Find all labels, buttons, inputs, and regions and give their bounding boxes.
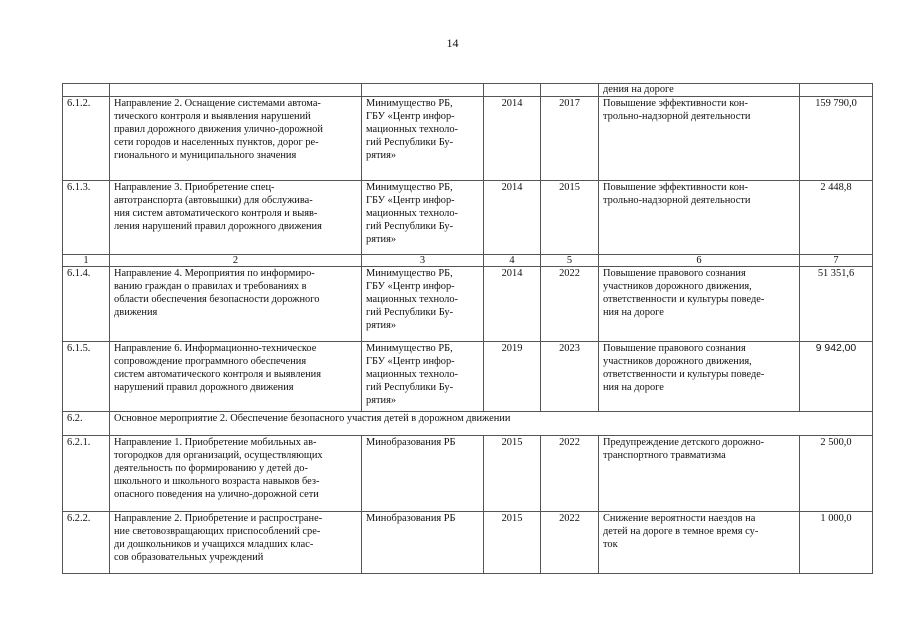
row-executor: Минобразования РБ [362, 436, 484, 512]
row-effect: Повышение правового сознания участников дорожного движения, ответственности и культуры поведе- ния на дороге [599, 267, 800, 342]
table-row [63, 512, 873, 574]
row-end-year: 2022 [541, 267, 599, 342]
row-start-year: 2014 [484, 181, 541, 255]
column-number: 4 [484, 255, 541, 267]
section-title: Основное мероприятие 2. Обеспечение безопасного участия детей в дорожном движении [110, 412, 873, 436]
row-start-year: 2014 [484, 97, 541, 181]
row-executor: Минимущество РБ, ГБУ «Центр инфор- мационных техноло- гий Республики Бу- рятия» [362, 97, 484, 181]
row-number: 6.1.2. [63, 97, 110, 181]
column-number: 2 [110, 255, 362, 267]
row-sum: 159 790,0 [800, 97, 873, 181]
row-end-year: 2017 [541, 97, 599, 181]
row-number: 6.1.5. [63, 342, 110, 412]
cell-start [484, 84, 541, 97]
section-number: 6.2. [63, 412, 110, 436]
row-start-year: 2015 [484, 436, 541, 512]
row-sum: 9 942,00 [800, 342, 873, 412]
row-number: 6.1.4. [63, 267, 110, 342]
table-row [63, 342, 873, 412]
row-name: Направление 3. Приобретение спец- автотранспорта (автовышки) для обслужива- ния систем автоматического контроля и выяв- ления нарушений правил дорожного движения [110, 181, 362, 255]
row-effect: Повышение эффективности кон- трольно-надзорной деятельности [599, 97, 800, 181]
row-name: Направление 4. Мероприятия по информиро- ванию граждан о правилах и требованиях в области обеспечения безопасности дорожного движения [110, 267, 362, 342]
row-end-year: 2023 [541, 342, 599, 412]
row-name: Направление 1. Приобретение мобильных ав- тогородков для организаций, осуществляющих деятельность по формированию у детей до- школьного и школьного возраста навыков без- опасного поведения на улично-дорожной сети [110, 436, 362, 512]
row-executor: Минимущество РБ, ГБУ «Центр инфор- мационных техноло- гий Республики Бу- рятия» [362, 342, 484, 412]
row-number: 6.2.2. [63, 512, 110, 574]
row-start-year: 2015 [484, 512, 541, 574]
row-sum: 1 000,0 [800, 512, 873, 574]
table-row [63, 181, 873, 255]
cell-name [110, 84, 362, 97]
row-start-year: 2014 [484, 267, 541, 342]
row-number: 6.1.3. [63, 181, 110, 255]
cell-sum [800, 84, 873, 97]
section-row [63, 412, 873, 436]
column-number: 5 [541, 255, 599, 267]
table-row [63, 267, 873, 342]
table-row [63, 97, 873, 181]
row-name: Направление 6. Информационно-техническое сопровождение программного обеспечения систем автоматического контроля и выявления нарушений правил дорожного движения [110, 342, 362, 412]
cell-effect: дения на дороге [599, 84, 800, 97]
cell-end [541, 84, 599, 97]
row-name: Направление 2. Приобретение и распростране- ние световозвращающих приспособлений сре- ди дошкольников и учащихся младших клас- сов образовательных учреждений [110, 512, 362, 574]
row-sum: 2 448,8 [800, 181, 873, 255]
column-number: 1 [63, 255, 110, 267]
row-executor: Минимущество РБ, ГБУ «Центр инфор- мационных техноло- гий Республики Бу- рятия» [362, 181, 484, 255]
row-effect: Повышение эффективности кон- трольно-надзорной деятельности [599, 181, 800, 255]
row-sum: 51 351,6 [800, 267, 873, 342]
row-end-year: 2022 [541, 512, 599, 574]
row-effect: Повышение правового сознания участников дорожного движения, ответственности и культуры поведе- ния на дороге [599, 342, 800, 412]
table-row [63, 436, 873, 512]
row-effect: Предупреждение детского дорожно- транспортного травматизма [599, 436, 800, 512]
column-number: 7 [800, 255, 873, 267]
row-end-year: 2015 [541, 181, 599, 255]
row-end-year: 2022 [541, 436, 599, 512]
page-number: 14 [446, 36, 459, 50]
row-start-year: 2019 [484, 342, 541, 412]
row-name: Направление 2. Оснащение системами автома- тического контроля и выявления нарушений правил дорожного движения улично-дорожной сети городов и населенных пунктов, дорог ре- гионального и муниципального значения [110, 97, 362, 181]
cell-num [63, 84, 110, 97]
column-number: 6 [599, 255, 800, 267]
row-sum: 2 500,0 [800, 436, 873, 512]
row-number: 6.2.1. [63, 436, 110, 512]
column-number: 3 [362, 255, 484, 267]
row-effect: Снижение вероятности наездов на детей на дороге в темное время су- ток [599, 512, 800, 574]
continuation-row [63, 84, 873, 97]
cell-executor [362, 84, 484, 97]
program-table [62, 83, 873, 574]
row-executor: Минимущество РБ, ГБУ «Центр инфор- мационных техноло- гий Республики Бу- рятия» [362, 267, 484, 342]
column-number-row [63, 255, 873, 267]
row-executor: Минобразования РБ [362, 512, 484, 574]
